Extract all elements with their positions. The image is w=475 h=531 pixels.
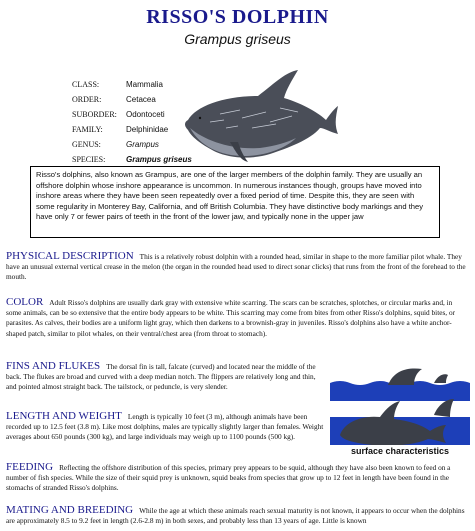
section-heading: PHYSICAL DESCRIPTION xyxy=(6,250,134,262)
page-title: RISSO'S DOLPHIN xyxy=(146,6,329,28)
taxonomy-key: SUBORDER: xyxy=(72,110,117,119)
section-color xyxy=(6,297,468,339)
taxonomy-value: Delphinidae xyxy=(126,125,169,134)
taxonomy-table xyxy=(72,80,192,170)
section-text: While the age at which these animals reach sexual maturity is not known, it appears to occur when the dolphins are approximately 8.5 to 9.2 feet in length (2.6-2.8 m) in both sexes, and probably less than 13 years of age. Little is known xyxy=(6,506,465,526)
taxonomy-key: FAMILY: xyxy=(72,125,103,134)
taxonomy-row xyxy=(72,110,192,125)
section-text: Length is typically 10 feet (3 m), although animals have been recorded up to 12.5 feet (3.8 m). Like most dolphins, males are typically slightly larger than females. Weight averages about 650 pounds (300 kg), and large individuals may weigh up to 1100 pounds (500 kg). xyxy=(6,412,324,442)
section-heading: LENGTH AND WEIGHT xyxy=(6,410,122,422)
taxonomy-row xyxy=(72,140,192,155)
section-heading: FEEDING xyxy=(6,461,54,473)
section-mating-and-breeding xyxy=(6,505,468,526)
taxonomy-row xyxy=(72,125,192,140)
taxonomy-value: Mammalia xyxy=(126,80,163,89)
taxonomy-value: Grampus xyxy=(126,140,159,149)
taxonomy-key: GENUS: xyxy=(72,140,101,149)
dolphin-illustration xyxy=(180,62,340,164)
section-fins-and-flukes xyxy=(6,361,326,393)
taxonomy-key: SPECIES: xyxy=(72,155,106,164)
section-text: The dorsal fin is tall, falcate (curved) and located near the middle of the back. The flukes are broad and curved with a deep median notch. The flippers are relatively long and thin, and pointed almost straight back. The tailstock, or peduncle, is very slender. xyxy=(6,362,316,392)
section-text: This is a relatively robust dolphin with a rounded head, similar in shape to the more familiar pilot whale. They have an unusual external vertical crease in the melon (the organ in the rounded head used to direct sonar clicks) that runs from the front of the forehead to the mouth. xyxy=(6,252,466,282)
taxonomy-value: Odontoceti xyxy=(126,110,165,119)
section-physical-description xyxy=(6,251,468,283)
taxonomy-row xyxy=(72,95,192,110)
taxonomy-value: Cetacea xyxy=(126,95,156,104)
section-text: Adult Risso's dolphins are usually dark gray with extensive white scarring. The scars can be scratches, splotches, or circular marks and, in some animals, can be so extensive that the entire body appears to be white. This scarring may come from bites from other Risso's dolphins, squid bites, or parasites. As calves, their bodies are a uniform light gray, which then darkens to a brownish-gray in juveniles. Risso's dolphins also have a white anchor-shaped patch, similar to pilot whales, on their ventral/chest area (from throat to stomach). xyxy=(6,298,456,338)
section-heading: FINS AND FLUKES xyxy=(6,360,101,372)
taxonomy-key: CLASS: xyxy=(72,80,100,89)
taxonomy-key: ORDER: xyxy=(72,95,102,104)
section-heading: COLOR xyxy=(6,296,44,308)
illustration-caption: surface characteristics xyxy=(350,446,450,456)
section-text: Reflecting the offshore distribution of this species, primary prey appears to be squid, although they have also been known to feed on a number of fish species. While the size of their squid prey is unknown, squid beaks from species that grow up to 12 feet in length have been found in the stomachs of stranded Risso's dolphins. xyxy=(6,463,451,493)
scientific-name: Grampus griseus xyxy=(184,31,291,47)
taxonomy-row xyxy=(72,80,192,95)
section-feeding xyxy=(6,462,468,494)
surface-characteristics-illustration xyxy=(330,361,470,459)
section-length-and-weight xyxy=(6,411,326,443)
taxonomy-value: Grampus griseus xyxy=(126,155,192,164)
section-heading: MATING AND BREEDING xyxy=(6,504,134,516)
intro-box: Risso's dolphins, also known as Grampus, are one of the larger members of the dolphin family. They are usually an offshore dolphin whose inshore appearance is uncommon. In numerous instances though, groups have moved into inshore areas where they have been seen repeatedly over a fixed period of time. Despite this, they are seen with some regularity in Monterey Bay, California, and off British Columbia. They have distinctive body markings and they have only 7 or fewer pairs of teeth in the front of the lower jaw, and typically none in the upper jaw xyxy=(30,166,440,238)
